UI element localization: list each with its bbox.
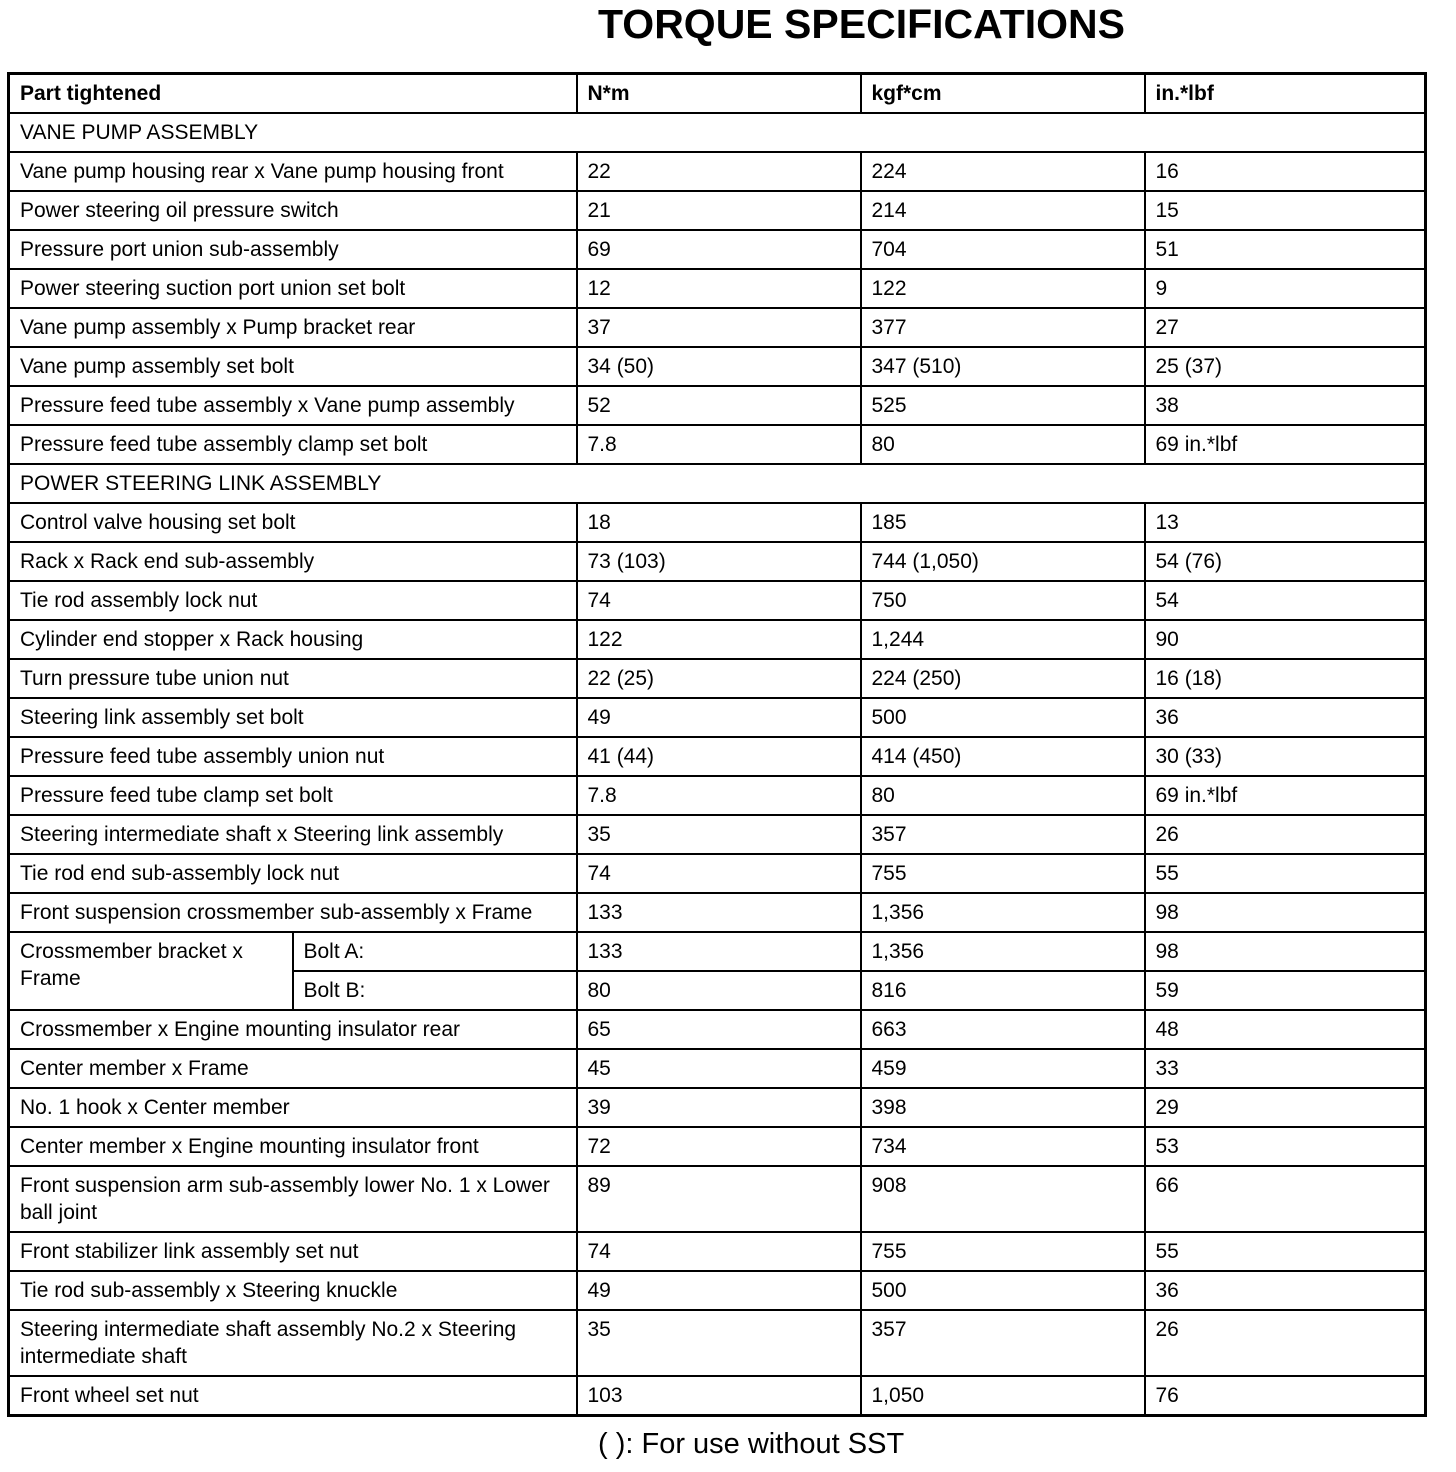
nm-cell: 133 xyxy=(577,932,861,971)
nm-cell: 7.8 xyxy=(577,425,861,464)
nm-cell: 35 xyxy=(577,815,861,854)
table-row xyxy=(9,1232,1426,1271)
table-row xyxy=(9,191,1426,230)
table-row xyxy=(9,542,1426,581)
inlbf-cell: 59 xyxy=(1145,971,1426,1010)
table-row xyxy=(9,1127,1426,1166)
table-row xyxy=(9,737,1426,776)
part-cell: Steering link assembly set bolt xyxy=(9,698,577,737)
inlbf-cell: 48 xyxy=(1145,1010,1426,1049)
inlbf-cell: 25 (37) xyxy=(1145,347,1426,386)
header-kgf: kgf*cm xyxy=(861,74,1145,114)
nm-cell: 12 xyxy=(577,269,861,308)
table-row xyxy=(9,425,1426,464)
part-cell: Cylinder end stopper x Rack housing xyxy=(9,620,577,659)
table-row xyxy=(9,230,1426,269)
part-cell: Tie rod assembly lock nut xyxy=(9,581,577,620)
table-row xyxy=(9,659,1426,698)
table-row xyxy=(9,269,1426,308)
kgf-cell: 1,356 xyxy=(861,932,1145,971)
inlbf-cell: 90 xyxy=(1145,620,1426,659)
table-row xyxy=(9,1310,1426,1376)
section-title: POWER STEERING LINK ASSEMBLY xyxy=(9,464,1426,503)
table-row xyxy=(9,1376,1426,1416)
inlbf-cell: 53 xyxy=(1145,1127,1426,1166)
nm-cell: 7.8 xyxy=(577,776,861,815)
part-cell: Center member x Frame xyxy=(9,1049,577,1088)
kgf-cell: 398 xyxy=(861,1088,1145,1127)
nm-cell: 74 xyxy=(577,581,861,620)
part-cell: Front wheel set nut xyxy=(9,1376,577,1416)
kgf-cell: 414 (450) xyxy=(861,737,1145,776)
kgf-cell: 214 xyxy=(861,191,1145,230)
part-cell: Turn pressure tube union nut xyxy=(9,659,577,698)
kgf-cell: 1,050 xyxy=(861,1376,1145,1416)
part-cell: Vane pump assembly x Pump bracket rear xyxy=(9,308,577,347)
table-row xyxy=(9,152,1426,191)
table-row xyxy=(9,776,1426,815)
bolt-label-cell: Bolt B: xyxy=(293,971,577,1010)
kgf-cell: 525 xyxy=(861,386,1145,425)
nm-cell: 37 xyxy=(577,308,861,347)
inlbf-cell: 54 (76) xyxy=(1145,542,1426,581)
inlbf-cell: 69 in.*lbf xyxy=(1145,776,1426,815)
part-cell: Center member x Engine mounting insulator front xyxy=(9,1127,577,1166)
part-cell: Front suspension crossmember sub-assembly x Frame xyxy=(9,893,577,932)
header-inlbf: in.*lbf xyxy=(1145,74,1426,114)
inlbf-cell: 55 xyxy=(1145,1232,1426,1271)
table-row xyxy=(9,308,1426,347)
nm-cell: 22 xyxy=(577,152,861,191)
header-nm: N*m xyxy=(577,74,861,114)
inlbf-cell: 13 xyxy=(1145,503,1426,542)
part-cell: Pressure feed tube assembly clamp set bolt xyxy=(9,425,577,464)
kgf-cell: 750 xyxy=(861,581,1145,620)
nm-cell: 89 xyxy=(577,1166,861,1232)
part-cell: Control valve housing set bolt xyxy=(9,503,577,542)
nm-cell: 21 xyxy=(577,191,861,230)
inlbf-cell: 38 xyxy=(1145,386,1426,425)
table-row xyxy=(9,581,1426,620)
nm-cell: 65 xyxy=(577,1010,861,1049)
inlbf-cell: 54 xyxy=(1145,581,1426,620)
table-row xyxy=(9,1049,1426,1088)
table-row xyxy=(9,1166,1426,1232)
inlbf-cell: 27 xyxy=(1145,308,1426,347)
header-part: Part tightened xyxy=(9,74,577,114)
nm-cell: 122 xyxy=(577,620,861,659)
inlbf-cell: 98 xyxy=(1145,932,1426,971)
nm-cell: 34 (50) xyxy=(577,347,861,386)
inlbf-cell: 30 (33) xyxy=(1145,737,1426,776)
kgf-cell: 357 xyxy=(861,815,1145,854)
table-row xyxy=(9,815,1426,854)
table-row xyxy=(9,386,1426,425)
table-row xyxy=(9,503,1426,542)
nm-cell: 80 xyxy=(577,971,861,1010)
kgf-cell: 347 (510) xyxy=(861,347,1145,386)
kgf-cell: 734 xyxy=(861,1127,1145,1166)
nm-cell: 49 xyxy=(577,698,861,737)
kgf-cell: 185 xyxy=(861,503,1145,542)
part-cell: Pressure feed tube assembly union nut xyxy=(9,737,577,776)
bolt-label-cell: Bolt A: xyxy=(293,932,577,971)
kgf-cell: 80 xyxy=(861,776,1145,815)
part-cell: Tie rod sub-assembly x Steering knuckle xyxy=(9,1271,577,1310)
inlbf-cell: 26 xyxy=(1145,1310,1426,1376)
nm-cell: 69 xyxy=(577,230,861,269)
section-title: VANE PUMP ASSEMBLY xyxy=(9,113,1426,152)
part-cell: Rack x Rack end sub-assembly xyxy=(9,542,577,581)
nm-cell: 103 xyxy=(577,1376,861,1416)
part-cell: Pressure feed tube assembly x Vane pump assembly xyxy=(9,386,577,425)
table-row xyxy=(9,1088,1426,1127)
part-cell: Pressure port union sub-assembly xyxy=(9,230,577,269)
nm-cell: 52 xyxy=(577,386,861,425)
nm-cell: 41 (44) xyxy=(577,737,861,776)
nm-cell: 45 xyxy=(577,1049,861,1088)
part-cell: Power steering suction port union set bolt xyxy=(9,269,577,308)
kgf-cell: 704 xyxy=(861,230,1145,269)
part-cell: Crossmember x Engine mounting insulator rear xyxy=(9,1010,577,1049)
part-cell: Front suspension arm sub-assembly lower No. 1 x Lower ball joint xyxy=(9,1166,577,1232)
table-row xyxy=(9,1010,1426,1049)
page-title: TORQUE SPECIFICATIONS xyxy=(598,1,1125,47)
inlbf-cell: 55 xyxy=(1145,854,1426,893)
part-cell: Pressure feed tube clamp set bolt xyxy=(9,776,577,815)
kgf-cell: 224 (250) xyxy=(861,659,1145,698)
kgf-cell: 1,244 xyxy=(861,620,1145,659)
part-cell: Front stabilizer link assembly set nut xyxy=(9,1232,577,1271)
nm-cell: 73 (103) xyxy=(577,542,861,581)
nm-cell: 74 xyxy=(577,1232,861,1271)
table-row xyxy=(9,347,1426,386)
inlbf-cell: 16 (18) xyxy=(1145,659,1426,698)
section-row xyxy=(9,113,1426,152)
part-cell: Steering intermediate shaft assembly No.2 x Steering intermediate shaft xyxy=(9,1310,577,1376)
kgf-cell: 744 (1,050) xyxy=(861,542,1145,581)
nm-cell: 35 xyxy=(577,1310,861,1376)
section-row xyxy=(9,464,1426,503)
header-row xyxy=(9,74,1426,114)
kgf-cell: 377 xyxy=(861,308,1145,347)
nm-cell: 74 xyxy=(577,854,861,893)
inlbf-cell: 98 xyxy=(1145,893,1426,932)
inlbf-cell: 36 xyxy=(1145,1271,1426,1310)
kgf-cell: 816 xyxy=(861,971,1145,1010)
footnote: ( ): For use without SST xyxy=(598,1428,905,1460)
kgf-cell: 663 xyxy=(861,1010,1145,1049)
kgf-cell: 500 xyxy=(861,698,1145,737)
nm-cell: 49 xyxy=(577,1271,861,1310)
table-row xyxy=(9,893,1426,932)
kgf-cell: 1,356 xyxy=(861,893,1145,932)
kgf-cell: 224 xyxy=(861,152,1145,191)
part-cell: Vane pump assembly set bolt xyxy=(9,347,577,386)
table-row xyxy=(9,854,1426,893)
table-row xyxy=(9,932,1426,971)
kgf-cell: 122 xyxy=(861,269,1145,308)
kgf-cell: 459 xyxy=(861,1049,1145,1088)
inlbf-cell: 9 xyxy=(1145,269,1426,308)
part-cell: Crossmember bracket x Frame xyxy=(9,932,293,1010)
nm-cell: 22 (25) xyxy=(577,659,861,698)
part-cell: Tie rod end sub-assembly lock nut xyxy=(9,854,577,893)
kgf-cell: 755 xyxy=(861,854,1145,893)
nm-cell: 72 xyxy=(577,1127,861,1166)
kgf-cell: 357 xyxy=(861,1310,1145,1376)
nm-cell: 39 xyxy=(577,1088,861,1127)
inlbf-cell: 51 xyxy=(1145,230,1426,269)
inlbf-cell: 16 xyxy=(1145,152,1426,191)
table-row xyxy=(9,698,1426,737)
kgf-cell: 755 xyxy=(861,1232,1145,1271)
torque-spec-table xyxy=(7,72,1427,1417)
inlbf-cell: 66 xyxy=(1145,1166,1426,1232)
kgf-cell: 80 xyxy=(861,425,1145,464)
inlbf-cell: 76 xyxy=(1145,1376,1426,1416)
kgf-cell: 908 xyxy=(861,1166,1145,1232)
nm-cell: 133 xyxy=(577,893,861,932)
part-cell: Power steering oil pressure switch xyxy=(9,191,577,230)
inlbf-cell: 69 in.*lbf xyxy=(1145,425,1426,464)
inlbf-cell: 29 xyxy=(1145,1088,1426,1127)
nm-cell: 18 xyxy=(577,503,861,542)
table-row xyxy=(9,1271,1426,1310)
part-cell: Vane pump housing rear x Vane pump housing front xyxy=(9,152,577,191)
part-cell: Steering intermediate shaft x Steering link assembly xyxy=(9,815,577,854)
inlbf-cell: 26 xyxy=(1145,815,1426,854)
table-row xyxy=(9,620,1426,659)
inlbf-cell: 36 xyxy=(1145,698,1426,737)
part-cell: No. 1 hook x Center member xyxy=(9,1088,577,1127)
inlbf-cell: 15 xyxy=(1145,191,1426,230)
kgf-cell: 500 xyxy=(861,1271,1145,1310)
inlbf-cell: 33 xyxy=(1145,1049,1426,1088)
